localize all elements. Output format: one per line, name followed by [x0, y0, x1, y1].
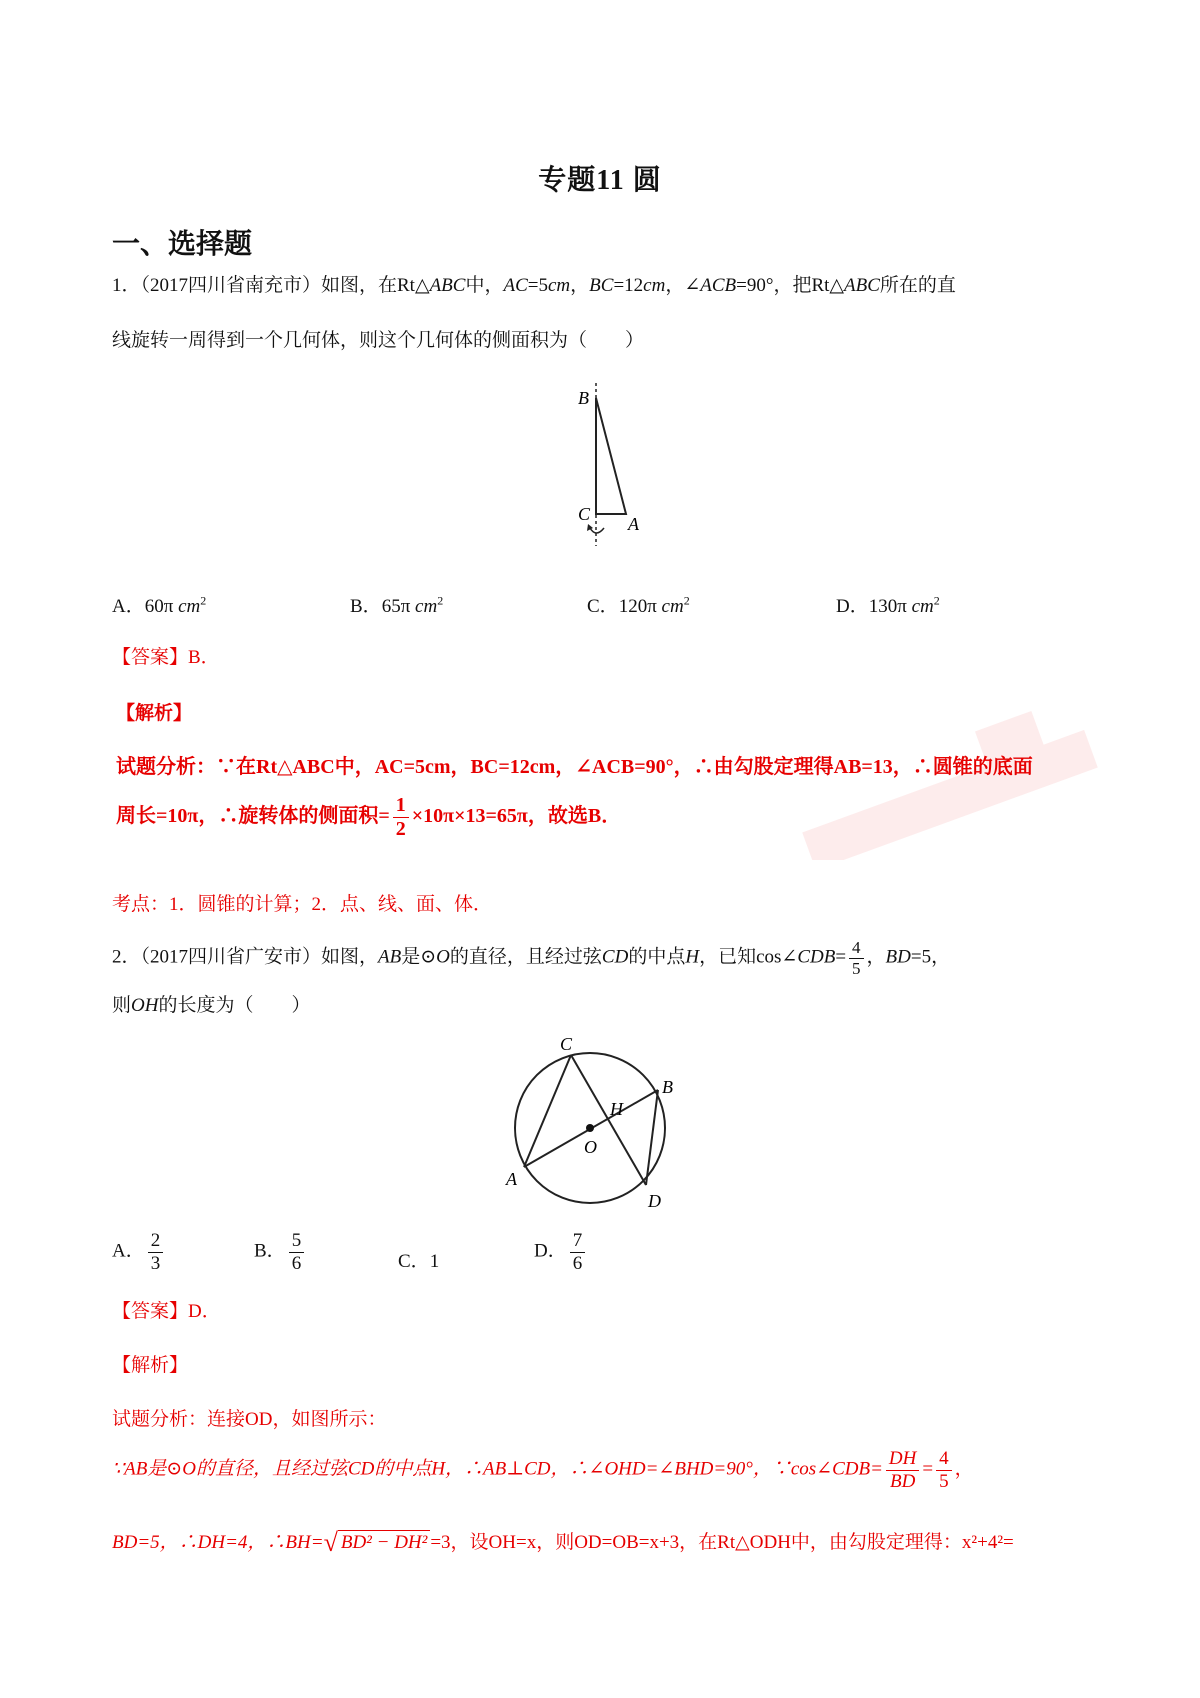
q1-label-B: B: [578, 388, 589, 408]
q1-stem-line1: 1．（2017四川省南充市）如图，在Rt△ABC中，AC=5cm，BC=12cm，∠ACB=90°，把Rt△ABC所在的直: [112, 275, 956, 296]
q1-analysis-label: 【解析】: [116, 703, 193, 724]
svg-text:D: D: [648, 1191, 661, 1211]
q2-analysis-line3: BD=5，∴DH=4，∴BH=√ BD² − DH² =3，设OH=x，则OD=OB=x+3，在Rt△ODH中，由勾股定理得：x²+4²=: [112, 1528, 1014, 1557]
watermark-graphic: [780, 700, 1140, 860]
q2-stem-line1: 2．（2017四川省广安市）如图，AB是⊙O的直径，且经过弦CD的中点H，已知cos∠CDB= $\frac{4}{5}$ ，BD=5，: [112, 938, 951, 978]
svg-text:B: B: [662, 1077, 673, 1097]
q1-label-C: C: [578, 504, 591, 524]
svg-text:C: C: [560, 1035, 573, 1054]
svg-text:A: A: [506, 1169, 517, 1189]
q2-analysis-line2: ∵AB是⊙O的直径，且经过弦CD的中点H，∴AB⊥CD，∴∠OHD=∠BHD=90°，∵cos∠CDB= $\frac{DH}{BD}$ = $\frac{4}{5}$ ，: [112, 1448, 974, 1492]
q2-analysis-label: 【解析】: [112, 1355, 189, 1376]
q1-label-A: A: [628, 514, 639, 534]
q1-analysis-line2: 周长=10π，∴旋转体的侧面积= $\frac{1}{2}$ ×10π×13=65π，故选B．: [116, 794, 622, 840]
section-heading: 一、选择题: [112, 229, 253, 260]
q2-option-d[interactable]: D． $\frac{7}{6}$: [534, 1230, 588, 1275]
q2-analysis-line1: 试题分析：连接OD，如图所示：: [112, 1409, 387, 1430]
q1-kaodian: 考点：1．圆锥的计算；2．点、线、面、体．: [112, 894, 493, 915]
page-title: 专题11 圆: [538, 165, 662, 196]
q1-option-a[interactable]: A．60π $cm^2$: [112, 593, 207, 617]
q1-option-b[interactable]: B．65π $cm^2$: [350, 593, 444, 617]
q1-option-c[interactable]: C．120π $cm^2$: [587, 593, 690, 617]
q2-circle-figure: [498, 1035, 688, 1215]
q2-option-a[interactable]: A． $\frac{2}{3}$: [112, 1230, 166, 1275]
svg-text:H: H: [610, 1099, 623, 1119]
svg-text:O: O: [584, 1137, 597, 1157]
q2-stem-line2: 则OH的长度为（ ）: [112, 995, 311, 1016]
q1-stem-line2: 线旋转一周得到一个几何体，则这个几何体的侧面积为（ ）: [112, 330, 645, 351]
q2-option-c[interactable]: C．1: [398, 1251, 440, 1272]
q1-answer: 【答案】B．: [112, 647, 220, 668]
q1-option-d[interactable]: D．130π $cm^2$: [836, 593, 940, 617]
q1-analysis-line1: 试题分析：∵在Rt△ABC中，AC=5cm，BC=12cm，∠ACB=90°，∴由勾股定理得AB=13，∴圆锥的底面: [116, 756, 1033, 778]
q1-triangle-figure: [560, 378, 650, 548]
q2-option-b[interactable]: B． $\frac{5}{6}$: [254, 1230, 307, 1275]
q2-answer: 【答案】D．: [112, 1301, 221, 1322]
